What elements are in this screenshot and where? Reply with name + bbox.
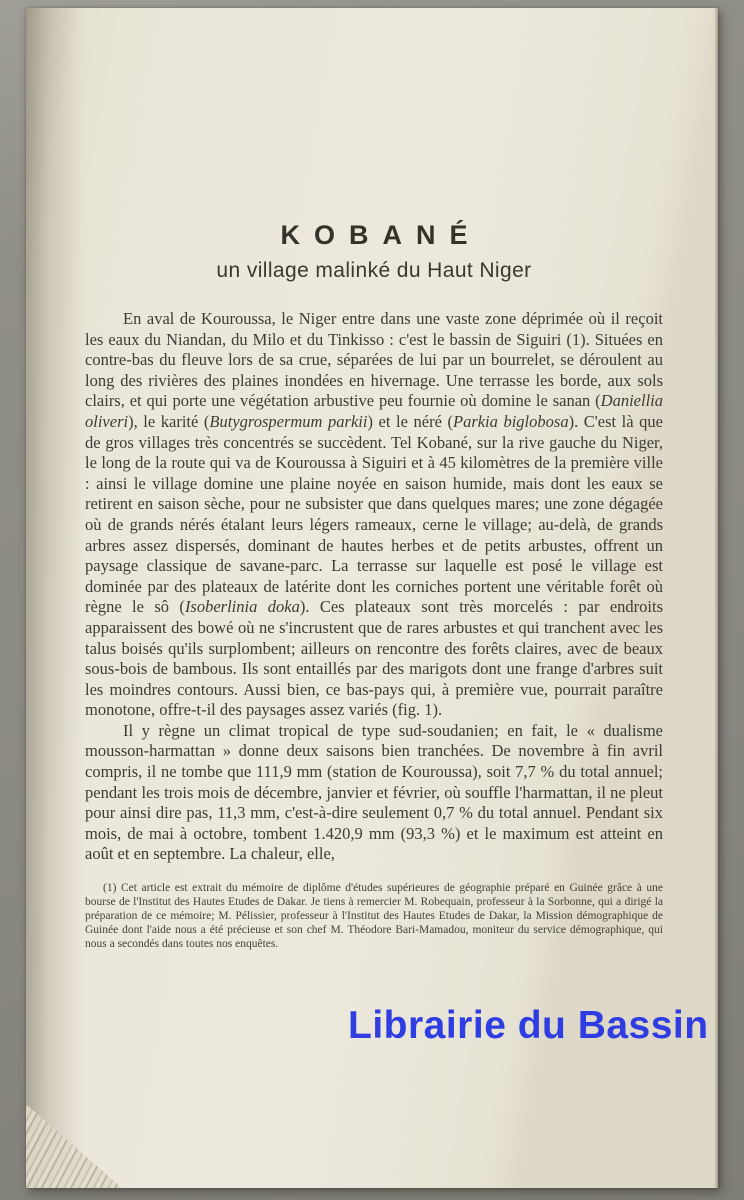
paragraph-2: Il y règne un climat tropical de type sud-soudanien; en fait, le « dualisme mousson-harmattan » donne deux saisons bien tranchées. De novembre à fin avril compris, il ne tombe que 111,9 mm (station de Kouroussa), soit 7,7 % du total annuel; pendant les trois mois de décembre, janvier et février, où souffle l'harmattan, il ne pleut pour ainsi dire pas, 11,3 mm, c'est-à-dire seulement 0,7 % du total annuel. Pendant six mois, de mai à octobre, tombent 1.420,9 mm (93,3 %) et le maximum est atteint en août et en septembre. La chaleur, elle, xyxy=(85,720,663,864)
footnote: (1) Cet article est extrait du mémoire de diplôme d'études supérieures de géographie préparé en Guinée grâce à une bourse de l'Institut des Hautes Etudes de Dakar. Je tiens à remercier M. Robequain, professeur à la Sorbonne, qui a dirigé la préparation de ce mémoire; M. Pélissier, professeur à l'Institut des Hautes Etudes de Dakar, la Mission démographique de Guinée dont l'aide nous a été précieuse et son chef M. Théodore Bari-Mamadou, moniteur du service démographique, qui nous a secondés dans toutes nos enquêtes. xyxy=(85,882,663,950)
bookseller-watermark: Librairie du Bassin xyxy=(348,1004,709,1047)
species-name-italic: Parkia biglobosa xyxy=(452,411,569,431)
text-segment: En aval de Kouroussa, le Niger entre dans une vaste zone déprimée où il reçoit les eaux du Niandan, du Milo et du Tinkisso : c'est le bassin de Siguiri (1). Situées en contre-bas du fleuve lors de sa crue, séparées de lui par un bourrelet, se déroulent au long des rivières des plaines inondées en hivernage. Une terrasse les borde, aux sols clairs, et qui porte une végétation arbustive peu fournie où domine le sanan ( xyxy=(85,309,663,411)
species-name-italic: Daniellia oliveri xyxy=(85,391,663,431)
article-subtitle: un village malinké du Haut Niger xyxy=(216,259,532,282)
paragraph-1 xyxy=(85,309,663,721)
article-title: KOBANÉ xyxy=(280,220,482,250)
text-segment: ) et le néré ( xyxy=(367,411,453,431)
spine-shadow xyxy=(26,8,84,1188)
page-content xyxy=(85,220,663,952)
stacked-page-edges xyxy=(26,1068,122,1188)
species-name-italic: Isoberlinia doka xyxy=(184,597,300,617)
page-edge-shadow xyxy=(714,8,718,1188)
book-page xyxy=(26,8,718,1188)
text-segment: ). Ces plateaux sont très morcelés : par endroits apparaissent des bowé où ne s'incrustent que de rares arbustes et qui tranchent avec les talus boisés qu'ils surplombent; ailleurs on rencontre des forêts claires, avec de beaux sous-bois de bambous. Ils sont entaillés par des marigots dont une frange d'arbres suit les moindres contours. Aussi bien, ce bas-pays qui, à première vue, pourrait paraître monotone, offre-t-il des paysages assez variés (fig. 1). xyxy=(85,597,663,720)
article-body xyxy=(85,309,663,865)
species-name-italic: Butygrospermum parkii xyxy=(209,411,368,431)
text-segment: ). C'est là que de gros villages très concentrés se succèdent. Tel Kobané, sur la rive gauche du Niger, le long de la route qui va de Kouroussa à Siguiri et à 45 kilomètres de la première ville : ainsi le village domine une plaine noyée en saison humide, mais dont les eaux se retirent en saison sèche, pour ne subsister que dans quelques mares; une zone dégagée où de grands nérés étalant leurs légers rameaux, cerne le village; au-delà, de grands arbres assez dispersés, dominant de hautes herbes et de petits arbustes, offrent un paysage classique de savane-parc. La terrasse sur laquelle est posé le village est dominée par des plateaux de latérite dont les corniches portent une véritable forêt où règne le sô ( xyxy=(85,411,663,617)
text-segment: ), le karité ( xyxy=(128,411,210,431)
